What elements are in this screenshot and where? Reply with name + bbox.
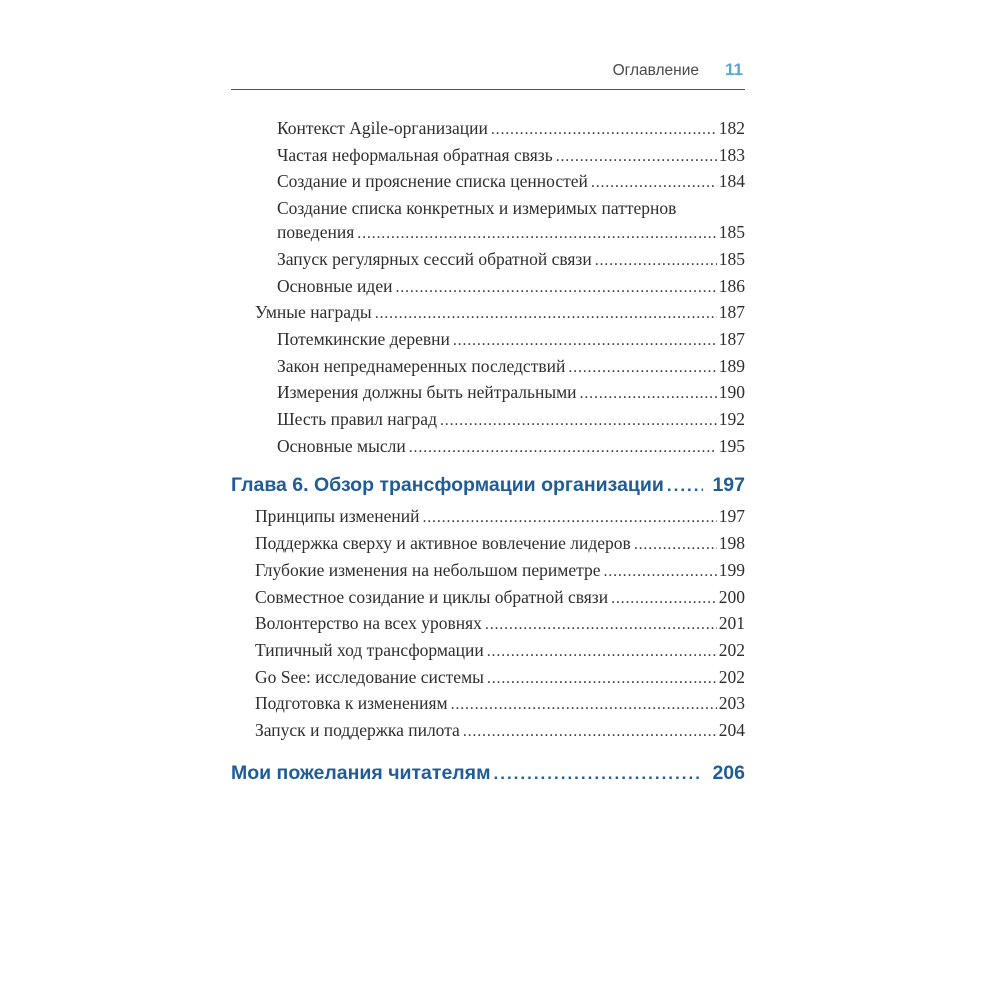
toc-leader-dots	[463, 718, 717, 745]
toc-row	[231, 434, 745, 461]
toc-row	[231, 558, 745, 585]
toc-row	[231, 116, 745, 143]
toc-entry-label: Поддержка сверху и активное вовлечение лидеров	[255, 533, 631, 554]
toc-row	[231, 665, 745, 692]
toc-leader-dots	[451, 691, 717, 718]
toc-row	[231, 143, 745, 170]
running-header-page-number: 11	[725, 60, 743, 79]
toc-leader-dots	[568, 354, 716, 381]
toc-leader-dots	[595, 247, 717, 274]
toc-entry-label: Запуск регулярных сессий обратной связи	[277, 248, 592, 269]
toc-entry-label: Закон непреднамеренных последствий	[277, 355, 566, 376]
toc-entry-label: Go See: исследование системы	[255, 666, 484, 687]
toc-entry-page-number: 201	[718, 613, 745, 634]
toc-entry-page-number: 195	[718, 435, 745, 456]
toc-row	[231, 638, 745, 665]
toc-row	[231, 691, 745, 718]
toc-row	[231, 327, 745, 354]
toc-entry-page-number: 189	[718, 355, 745, 376]
toc-entry-label: Создание списка конкретных и измеримых паттернов	[277, 198, 677, 219]
toc-row	[231, 354, 745, 381]
toc-row	[231, 274, 745, 301]
toc-entry-label: Потемкинские деревни	[277, 328, 450, 349]
toc-entry-label: Глубокие изменения на небольшом периметре	[255, 559, 601, 580]
toc-row	[231, 380, 745, 407]
toc-row	[231, 300, 745, 327]
toc-leader-dots	[580, 380, 717, 407]
toc-row	[231, 407, 745, 434]
toc-entry-label: Типичный ход трансформации	[255, 639, 484, 660]
toc-leader-dots	[494, 758, 704, 789]
toc-row	[231, 247, 745, 274]
toc-leader-dots	[667, 470, 704, 501]
toc-entry-label: Шесть правил наград	[277, 409, 437, 430]
toc-leader-dots	[409, 434, 717, 461]
running-header-title: Оглавление	[612, 62, 700, 79]
toc-row	[231, 718, 745, 745]
toc-entry-page-number: 184	[718, 171, 745, 192]
toc-entry-page-number: 206	[712, 761, 745, 784]
toc-entry-page-number: 185	[718, 248, 745, 269]
toc-row	[231, 220, 745, 247]
toc-entry-label: Основные идеи	[277, 275, 393, 296]
toc-entry-page-number: 198	[718, 533, 745, 554]
toc-leader-dots	[634, 531, 717, 558]
toc-entry-label: Частая неформальная обратная связь	[277, 144, 553, 165]
toc-leader-dots	[487, 638, 717, 665]
toc-entry-page-number: 200	[718, 586, 745, 607]
toc-entry-page-number: 202	[718, 639, 745, 660]
toc-entry-label: Совместное созидание и циклы обратной связи	[255, 586, 609, 607]
toc-chapter-row	[231, 470, 745, 501]
toc-entry-page-number: 187	[718, 328, 745, 349]
toc-row	[231, 585, 745, 612]
toc-leader-dots	[375, 300, 717, 327]
toc-row	[231, 169, 745, 196]
toc-entry-page-number: 183	[718, 144, 745, 165]
toc-entry-label: Умные награды	[255, 302, 372, 323]
page-content	[231, 60, 745, 792]
toc-entry-label: Создание и прояснение списка ценностей	[277, 171, 588, 192]
toc-entry-page-number: 190	[718, 382, 745, 403]
toc-entry-label: Основные мысли	[277, 435, 406, 456]
toc-entry-page-number: 204	[718, 720, 745, 741]
toc-entry-page-number: 187	[718, 302, 745, 323]
toc-chapter-row	[231, 758, 745, 789]
toc-entry-page-number: 199	[718, 559, 745, 580]
toc-leader-dots	[603, 558, 716, 585]
toc-row	[231, 196, 745, 220]
toc-entry-page-number: 202	[718, 666, 745, 687]
toc-leader-dots	[440, 407, 717, 434]
toc-leader-dots	[422, 504, 716, 531]
toc-entry-label: Подготовка к изменениям	[255, 693, 448, 714]
toc-leader-dots	[395, 274, 716, 301]
toc-row	[231, 504, 745, 531]
toc-leader-dots	[591, 169, 717, 196]
toc-entry-label: Волонтерство на всех уровнях	[255, 613, 482, 634]
toc-leader-dots	[485, 611, 717, 638]
toc-entry-page-number: 192	[718, 409, 745, 430]
toc-leader-dots	[453, 327, 717, 354]
toc-leader-dots	[611, 585, 717, 612]
header-rule	[231, 89, 745, 90]
running-header	[231, 60, 745, 89]
toc-row	[231, 611, 745, 638]
toc-entry-page-number: 203	[718, 693, 745, 714]
toc-entry-label: Глава 6. Обзор трансформации организации	[231, 474, 664, 497]
toc-leader-dots	[357, 220, 716, 247]
toc-entry-page-number: 197	[712, 474, 745, 497]
toc-leader-dots	[491, 116, 717, 143]
toc-entry-page-number: 182	[718, 118, 745, 138]
toc-leader-dots	[487, 665, 717, 692]
toc-entry-page-number: 185	[718, 222, 745, 243]
toc-entry-page-number: 197	[718, 506, 745, 527]
toc-entry-label: Мои пожелания читателям	[231, 761, 491, 784]
toc-row	[231, 531, 745, 558]
toc-entry-label: поведения	[277, 222, 355, 243]
toc-entry-label: Принципы изменений	[255, 506, 420, 527]
toc-entry-label: Контекст Agile-организации	[277, 118, 488, 138]
toc-entry-label: Запуск и поддержка пилота	[255, 720, 460, 741]
toc-entry-page-number: 186	[718, 275, 745, 296]
table-of-contents	[231, 116, 745, 789]
toc-leader-dots	[556, 143, 717, 170]
toc-entry-label: Измерения должны быть нейтральными	[277, 382, 577, 403]
